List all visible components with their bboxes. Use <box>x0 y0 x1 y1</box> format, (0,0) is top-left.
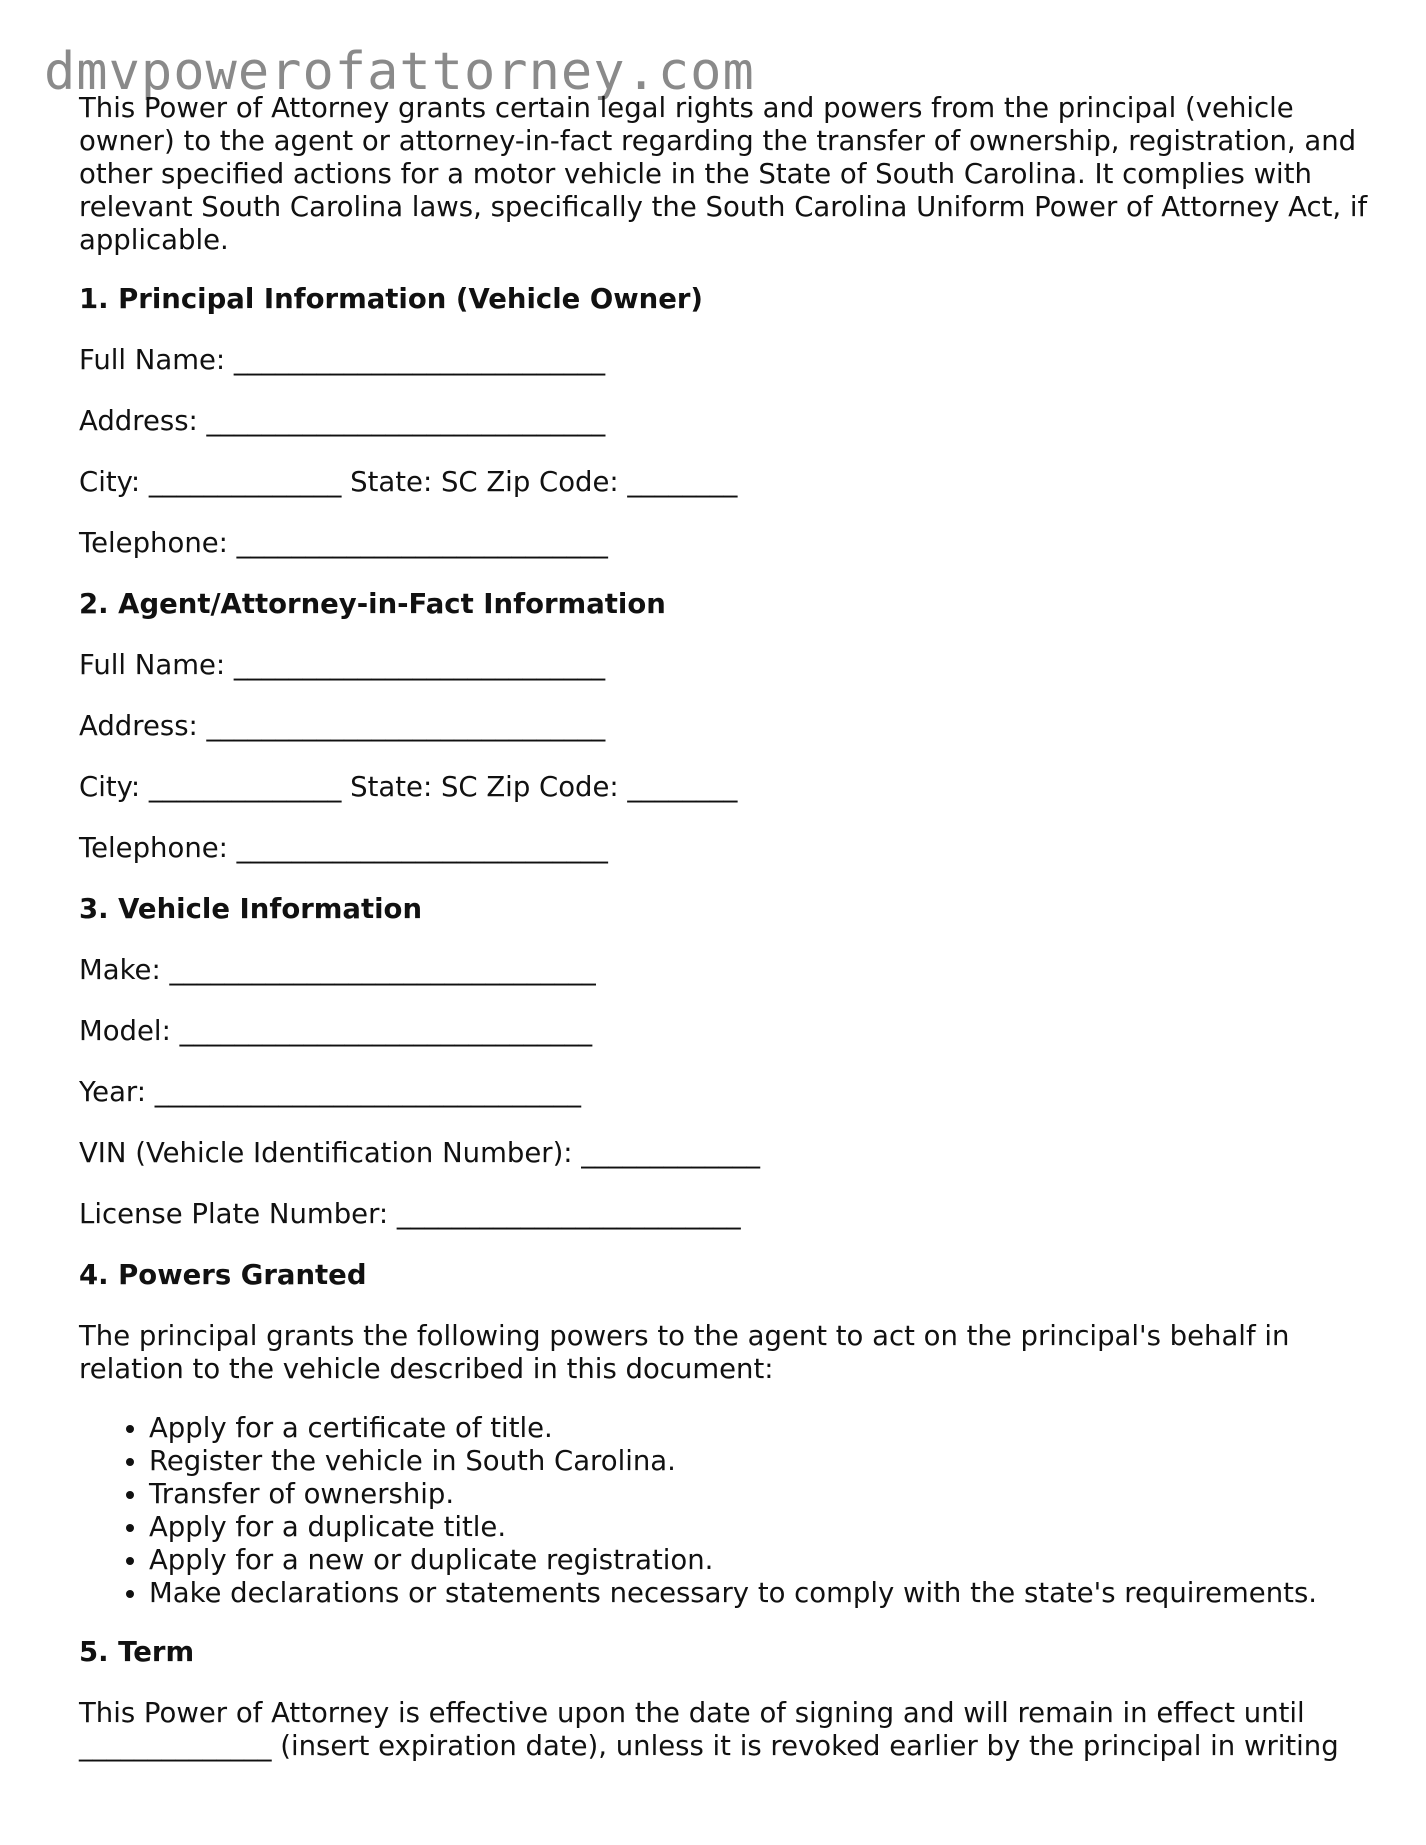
document-body <box>79 92 1369 1789</box>
list-item: • Apply for a duplicate title. <box>149 1511 1369 1544</box>
intro-paragraph: This Power of Attorney grants certain legal rights and powers from the principal (vehicle owner) to the agent or attorney-in-fact regarding the transfer of ownership, registration, and other specified actions for a motor vehicle in the State of South Carolina. It complies with relevant South Carolina laws, specifically the South Carolina Uniform Power of Attorney Act, if applicable. <box>79 92 1368 256</box>
vehicle-plate-field: License Plate Number: _________________________ <box>79 1198 741 1230</box>
principal-telephone-field: Telephone: ___________________________ <box>79 527 608 559</box>
vehicle-model-field: Model: ______________________________ <box>79 1015 593 1047</box>
agent-city-state-zip-field: City: ______________ State: SC Zip Code: ________ <box>79 771 738 803</box>
list-item: • Register the vehicle in South Carolina. <box>149 1445 1369 1478</box>
agent-address-field: Address: _____________________________ <box>79 710 606 742</box>
principal-full-name-field: Full Name: ___________________________ <box>79 344 606 376</box>
list-item: • Transfer of ownership. <box>149 1478 1369 1511</box>
vehicle-vin-field: VIN (Vehicle Identification Number): _____________ <box>79 1137 761 1169</box>
agent-full-name-field: Full Name: ___________________________ <box>79 649 606 681</box>
list-item: • Apply for a new or duplicate registration. <box>149 1544 1369 1577</box>
vehicle-heading: 3. Vehicle Information <box>79 893 423 925</box>
powers-list <box>79 1412 1369 1610</box>
powers-heading: 4. Powers Granted <box>79 1259 367 1291</box>
term-text: This Power of Attorney is effective upon the date of signing and will remain in effect until ______________ (insert expiration date), unless it is revoked earlier by the principal in writing <box>79 1697 1339 1762</box>
agent-telephone-field: Telephone: ___________________________ <box>79 832 608 864</box>
term-section <box>79 1636 1369 1763</box>
list-item: • Make declarations or statements necessary to comply with the state's requirements. <box>149 1577 1369 1610</box>
principal-section <box>79 283 1369 560</box>
agent-section <box>79 588 1369 865</box>
principal-city-state-zip-field: City: ______________ State: SC Zip Code: ________ <box>79 466 738 498</box>
powers-intro: The principal grants the following powers to the agent to act on the principal's behalf in relation to the vehicle described in this document: <box>79 1320 1290 1385</box>
vehicle-make-field: Make: _______________________________ <box>79 954 596 986</box>
vehicle-year-field: Year: _______________________________ <box>79 1076 581 1108</box>
term-heading: 5. Term <box>79 1636 195 1668</box>
powers-section <box>79 1259 1369 1610</box>
principal-heading: 1. Principal Information (Vehicle Owner) <box>79 283 704 315</box>
agent-heading: 2. Agent/Attorney-in-Fact Information <box>79 588 666 620</box>
principal-address-field: Address: _____________________________ <box>79 405 606 437</box>
watermark: dmvpowerofattorney.com <box>44 42 755 102</box>
vehicle-section <box>79 893 1369 1231</box>
list-item: • Apply for a certificate of title. <box>149 1412 1369 1445</box>
